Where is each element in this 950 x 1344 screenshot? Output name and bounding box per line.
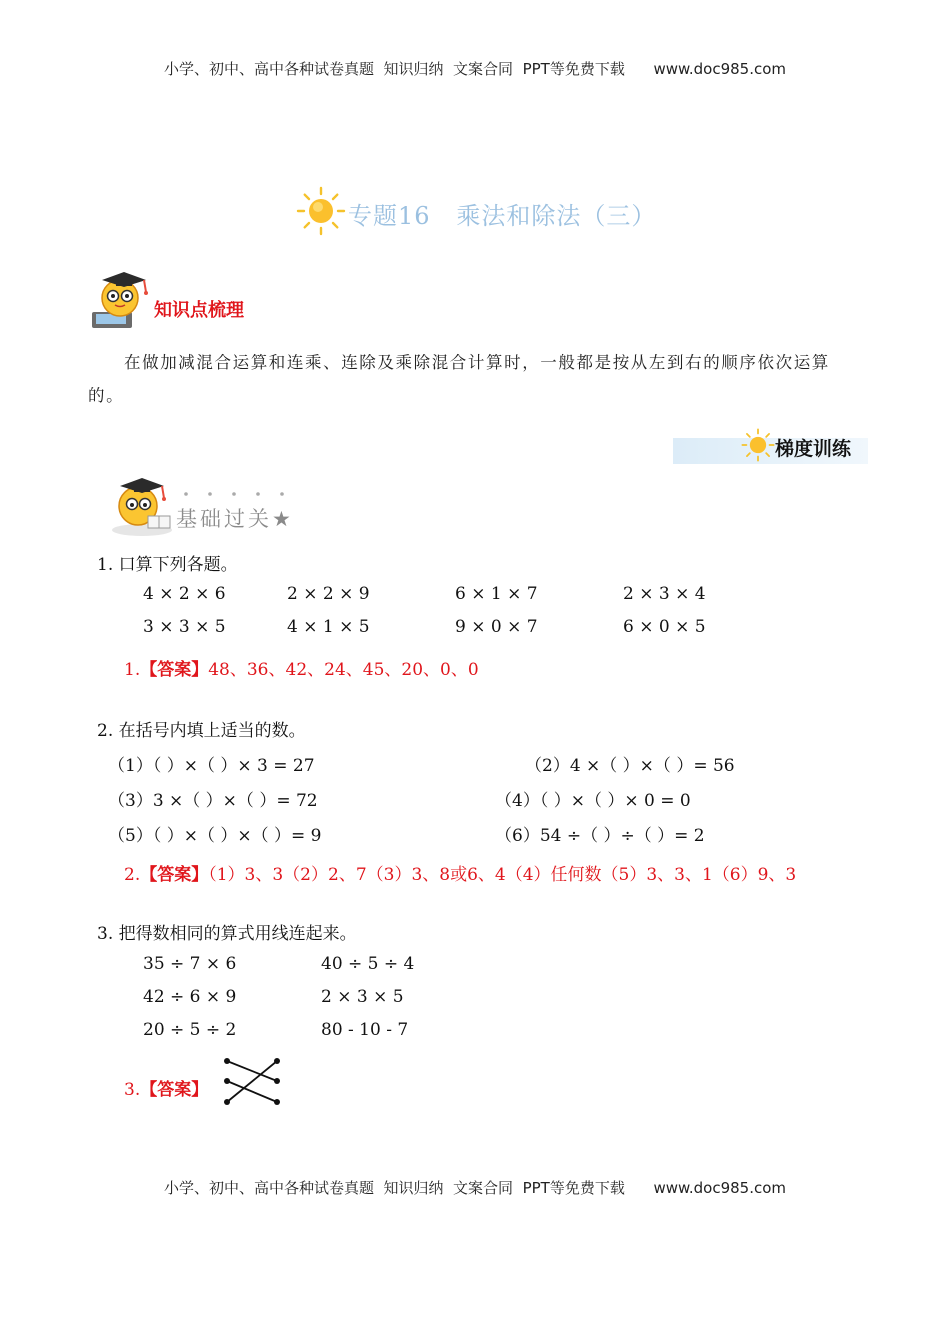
q3-left-expr: 20 ÷ 5 ÷ 2 — [143, 1020, 237, 1040]
q2-answer-text: （1）3、3（2）2、7（3）3、8或6、4（4）任何数（5）3、3、1（6）9、3 — [208, 865, 797, 885]
q3-prompt: 3. 把得数相同的算式用线连起来。 — [97, 924, 357, 944]
q3-right-expr: 2 × 3 × 5 — [321, 987, 404, 1007]
knowledge-text: 在做加减混合运算和连乘、连除及乘除混合计算时，一般都是按从左到右的顺序依次运算的。 — [88, 353, 830, 405]
knowledge-heading: 知识点梳理 — [154, 300, 244, 321]
q3-left-expr: 35 ÷ 7 × 6 — [143, 954, 237, 974]
q1-expr: 6 × 0 × 5 — [623, 617, 706, 637]
q2-item: （6）54 ÷（ ）÷（ ）= 2 — [495, 826, 705, 846]
training-label: 梯度训练 — [775, 438, 852, 460]
page-header: 小学、初中、高中各种试卷真题 知识归纳 文案合同 PPT等免费下载 www.doc985.com — [163, 60, 787, 78]
q1-expr: 3 × 3 × 5 — [143, 617, 226, 637]
q3-answer-prefix: 3. — [124, 1080, 141, 1100]
q3-left-expr: 42 ÷ 6 × 9 — [143, 987, 237, 1007]
q2-answer — [124, 860, 796, 885]
basic-level-heading: 基础过关★ — [176, 507, 294, 531]
decorative-dots — [182, 490, 302, 498]
q1-expr: 6 × 1 × 7 — [455, 584, 538, 604]
page-footer: 小学、初中、高中各种试卷真题 知识归纳 文案合同 PPT等免费下载 www.doc985.com — [163, 1179, 787, 1197]
small-sun-icon — [741, 428, 775, 462]
q1-answer-text: 48、36、42、24、45、20、0、0 — [208, 660, 479, 680]
q2-item: （2）4 ×（ ）×（ ）= 56 — [525, 756, 735, 776]
page-title: 专题16 乘法和除法（三） — [348, 202, 657, 230]
sun-icon — [296, 186, 346, 236]
q1-answer — [124, 655, 479, 680]
q3-right-expr: 80 - 10 - 7 — [321, 1020, 409, 1040]
q2-answer-tag: 【答案】 — [140, 865, 209, 885]
q1-answer-prefix: 1. — [124, 660, 141, 680]
q3-answer-tag: 【答案】 — [140, 1080, 209, 1100]
q2-item: （1）（ ）×（ ）× 3 = 27 — [108, 756, 315, 776]
reading-mascot-icon — [108, 472, 180, 538]
q2-prompt: 2. 在括号内填上适当的数。 — [97, 721, 306, 741]
scholar-mascot-icon — [88, 268, 152, 332]
matching-lines-diagram — [220, 1054, 284, 1110]
q1-prompt: 1. 口算下列各题。 — [97, 555, 238, 575]
q1-expr: 4 × 2 × 6 — [143, 584, 226, 604]
q1-answer-tag: 【答案】 — [140, 660, 209, 680]
q1-expr: 9 × 0 × 7 — [455, 617, 538, 637]
q1-expr: 2 × 2 × 9 — [287, 584, 370, 604]
q1-expr: 2 × 3 × 4 — [623, 584, 706, 604]
q3-right-expr: 40 ÷ 5 ÷ 4 — [321, 954, 415, 974]
q1-expr: 4 × 1 × 5 — [287, 617, 370, 637]
q2-item: （5）（ ）×（ ）×（ ）= 9 — [108, 826, 322, 846]
q2-item: （3）3 ×（ ）×（ ）= 72 — [108, 791, 318, 811]
q2-answer-prefix: 2. — [124, 865, 141, 885]
q2-item: （4）（ ）×（ ）× 0 = 0 — [495, 791, 691, 811]
q3-answer — [124, 1075, 208, 1100]
